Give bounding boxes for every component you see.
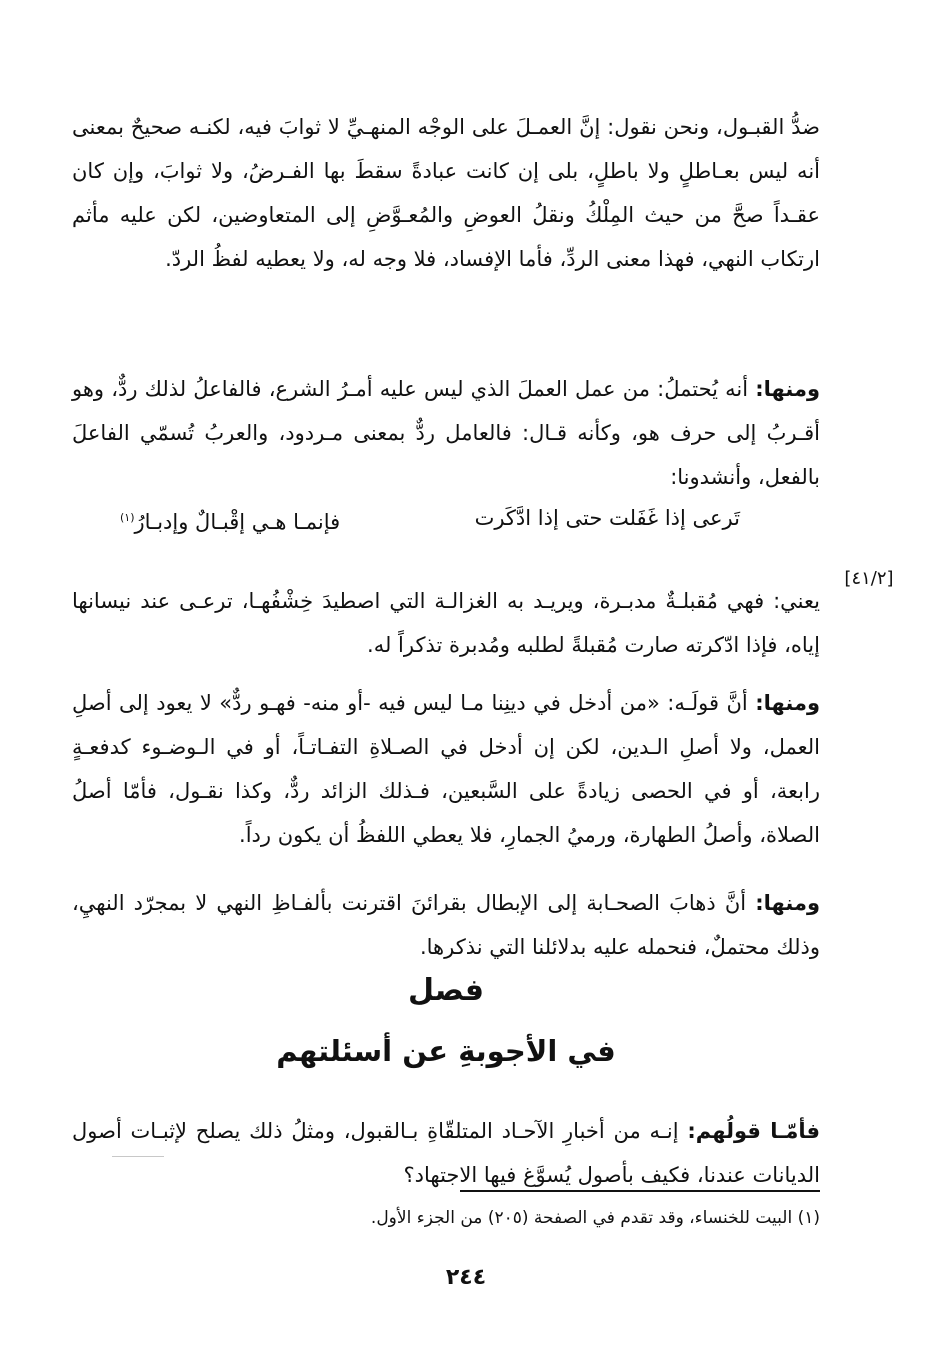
paragraph-6-text: إنـه من أخبارِ الآحـاد المتلقّاةِ بـالقبول، ومثلُ ذلك يصلح لإثبـات أصول الديانات عندنا، فكيف بأصول يُسوَّغ فيها الاجتهاد؟ <box>72 1119 820 1187</box>
poetry-verse <box>120 496 740 544</box>
paragraph-2 <box>72 367 820 499</box>
paragraph-6-lead: فأمّـا قولُهم: <box>687 1119 821 1143</box>
section-heading: فصل <box>408 973 484 1008</box>
verse-first-hemistich: تَرعى إذا غَفَلت حتى إذا ادَّكَرت <box>474 506 740 530</box>
paragraph-2-text: أنه يُحتملُ: من عمل العملَ الذي ليس عليه أمـرُ الشرع، فالفاعلُ لذلك ردٌّ، وهو أقـربُ إلى حرف هو، وكأنه قـال: فالعامل ردٌّ بمعنى مـردود، والعربُ تُسمّي الفاعلَ بالفعل، وأنشدونا: <box>72 377 820 489</box>
paragraph-3: يعني: فهي مُقبلـةٌ مدبـرة، ويريـد به الغزالـة التي اصطيدَ خِشْفُهـا، ترعـى عند نيسانها إياه، فإذا ادّكرته صارت مُقبلةً لطلبه ومُدبرة تذكراً له. <box>72 589 820 657</box>
paragraph-1: ضدُّ القبـول، ونحن نقول: إنَّ العمـلَ على الوجْه المنهـيِّ لا ثوابَ فيه، لكنـه صحيحٌ بمعنى أنه ليس بعـاطلٍ ولا باطلٍ، بلى إن كانت عبادةً سقطَ بها الفـرضُ، ولا ثوابَ، وإن كان عقـداً صحَّ من حيث المِلْكُ ونقلُ العوضِ والمُعـوَّضِ إلى المتعاوضين، لكن عليه مأثم ارتكاب النهي، فهذا معنى الردِّ، فأما الإفساد، فلا وجه له، ولا يعطيه لفظُ الردّ. <box>72 115 820 271</box>
footnote-divider <box>460 1190 820 1192</box>
page-number: ٢٤٤ <box>445 1265 487 1290</box>
paragraph-4-lead: ومنها: <box>755 691 820 715</box>
paragraph-5-text: أنَّ ذهابَ الصحـابة إلى الإبطال بقرائنَ اقترنت بألفـاظِ النهي لا بمجرّد النهيِ، وذلك محتملٌ، فنحمله عليه بدلائلنا التي نذكرها. <box>72 891 820 959</box>
faint-rule <box>112 1156 164 1157</box>
paragraph-6 <box>72 1109 820 1197</box>
section-subtitle: في الأجوبةِ عن أسئلتهم <box>276 1034 616 1068</box>
paragraph-2-lead: ومنها: <box>755 377 820 401</box>
footnote: (١) البيت للخنساء، وقد تقدم في الصفحة (٢٠٥) من الجزء الأول. <box>370 1208 820 1228</box>
footnote-marker: (١) <box>120 511 135 524</box>
paragraph-5 <box>72 881 820 969</box>
verse-second-hemistich: فإنمـا هـي إقْبـالٌ وإدبـارُ$^{(١)}$ <box>120 510 341 534</box>
paragraph-4 <box>72 681 820 857</box>
paragraph-4-text: أنَّ قولَـه: «من أدخل في دينِنا مـا ليس فيه -أو منه- فهـو ردٌّ» لا يعود إلى أصلِ العمل، ولا أصلِ الـدين، لكن إن أدخل في الصـلاةِ التفـاتـاً، أو في الـوضـوء كدفعـةٍ رابعة، أو في الحصى زيادةً على السَّبعين، فـذلك الزائد ردٌّ، وكذا نقـول، فأمّا أصلُ الصلاة، وأصلُ الطهارة، ورميُ الجمارِ، فلا يعطي اللفظُ أن يكون رداً. <box>72 691 820 847</box>
margin-reference: [٤١/٢] <box>844 568 894 589</box>
paragraph-5-lead: ومنها: <box>755 891 820 915</box>
